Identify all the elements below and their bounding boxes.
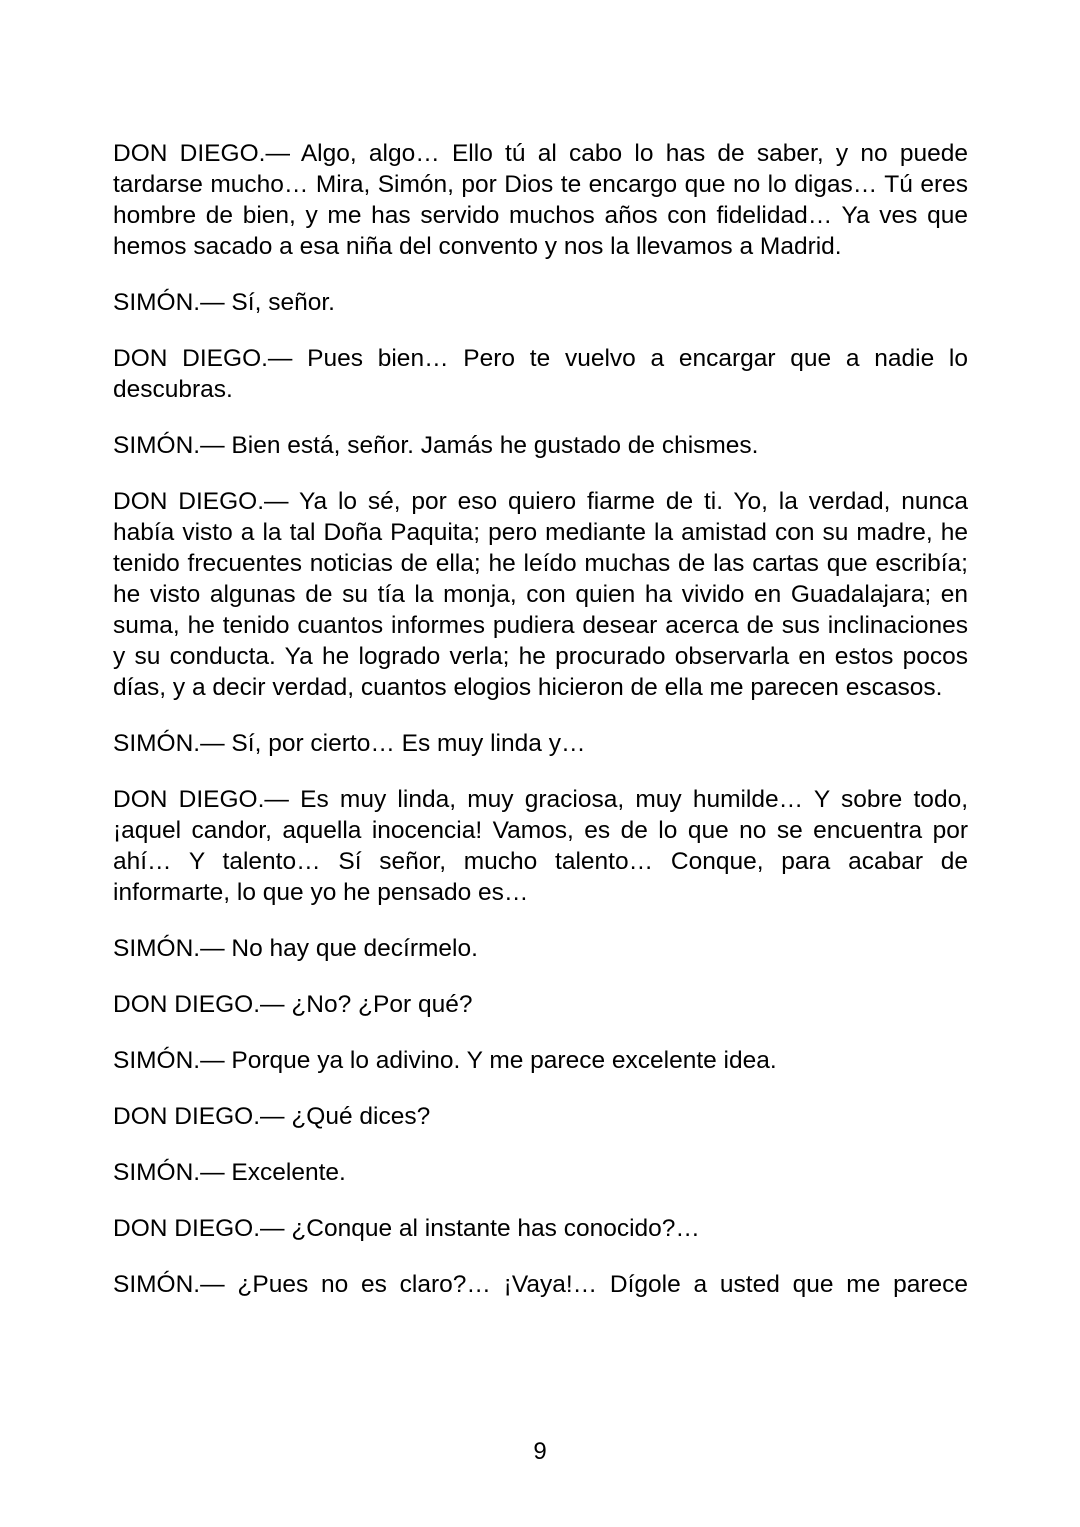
dialogue-paragraph xyxy=(113,989,968,1020)
dialogue-text: Bien está, señor. Jamás he gustado de chismes. xyxy=(224,432,759,459)
speaker-name: SIMÓN.— xyxy=(113,289,225,316)
dialogue-text: Pues bien… Pero te vuelvo a encargar que a nadie lo descubras. xyxy=(113,345,968,403)
dialogue-paragraph xyxy=(113,1045,968,1076)
speaker-name: DON DIEGO.— xyxy=(113,345,293,372)
speaker-name: DON DIEGO.— xyxy=(113,991,285,1018)
dialogue-text: ¿No? ¿Por qué? xyxy=(284,991,473,1018)
document-body xyxy=(113,138,968,1325)
page-number: 9 xyxy=(533,1438,547,1465)
speaker-name: SIMÓN.— xyxy=(113,730,225,757)
dialogue-paragraph xyxy=(113,784,968,908)
dialogue-paragraph xyxy=(113,1157,968,1188)
speaker-name: DON DIEGO.— xyxy=(113,140,290,167)
dialogue-text: ¿Conque al instante has conocido?… xyxy=(284,1215,700,1242)
speaker-name: SIMÓN.— xyxy=(113,432,225,459)
dialogue-text: No hay que decírmelo. xyxy=(224,935,478,962)
dialogue-paragraph xyxy=(113,1101,968,1132)
dialogue-paragraph xyxy=(113,1269,968,1300)
dialogue-text: Ya lo sé, por eso quiero fiarme de ti. Yo, la verdad, nunca había visto a la tal Doña Paquita; pero mediante la amistad con su madre, he tenido frecuentes noticias de ella; he leído muchas de las cartas que escribía; he visto algunas de su tía la monja, con quien ha vivido en Guadalajara; en suma, he tenido cuantos informes pudiera desear acerca de sus inclinaciones y su conducta. Ya he logrado verla; he procurado observarla en estos pocos días, y a decir verdad, cuantos elogios hicieron de ella me parecen escasos. xyxy=(113,488,969,701)
speaker-name: SIMÓN.— xyxy=(113,935,225,962)
speaker-name: SIMÓN.— xyxy=(113,1271,225,1298)
dialogue-paragraph xyxy=(113,1213,968,1244)
speaker-name: DON DIEGO.— xyxy=(113,1215,285,1242)
dialogue-text: Algo, algo… Ello tú al cabo lo has de saber, y no puede tardarse mucho… Mira, Simón, por Dios te encargo que no lo digas… Tú eres hombre de bien, y me has servido muchos años con fidelidad… Ya ves que hemos sacado a esa niña del convento y nos la llevamos a Madrid. xyxy=(113,140,969,260)
dialogue-text: Sí, señor. xyxy=(224,289,335,316)
dialogue-paragraph xyxy=(113,933,968,964)
dialogue-text: Es muy linda, muy graciosa, muy humilde… Y sobre todo, ¡aquel candor, aquella inocencia! Vamos, es de lo que no se encuentra por ahí… Y talento… Sí señor, mucho talento… Conque, para acabar de informarte, lo que yo he pensado es… xyxy=(113,786,968,906)
speaker-name: DON DIEGO.— xyxy=(113,786,289,813)
dialogue-text: ¿Qué dices? xyxy=(284,1103,431,1130)
dialogue-paragraph xyxy=(113,430,968,461)
dialogue-paragraph xyxy=(113,486,968,703)
dialogue-text: ¿Pues no es claro?… ¡Vaya!… Dígole a usted que me parece xyxy=(224,1271,968,1298)
speaker-name: SIMÓN.— xyxy=(113,1047,225,1074)
speaker-name: DON DIEGO.— xyxy=(113,488,289,515)
dialogue-text: Excelente. xyxy=(224,1159,346,1186)
dialogue-paragraph xyxy=(113,138,968,262)
dialogue-text: Porque ya lo adivino. Y me parece excelente idea. xyxy=(224,1047,777,1074)
dialogue-paragraph xyxy=(113,343,968,405)
speaker-name: DON DIEGO.— xyxy=(113,1103,285,1130)
speaker-name: SIMÓN.— xyxy=(113,1159,225,1186)
dialogue-text: Sí, por cierto… Es muy linda y… xyxy=(224,730,586,757)
dialogue-paragraph xyxy=(113,287,968,318)
dialogue-paragraph xyxy=(113,728,968,759)
